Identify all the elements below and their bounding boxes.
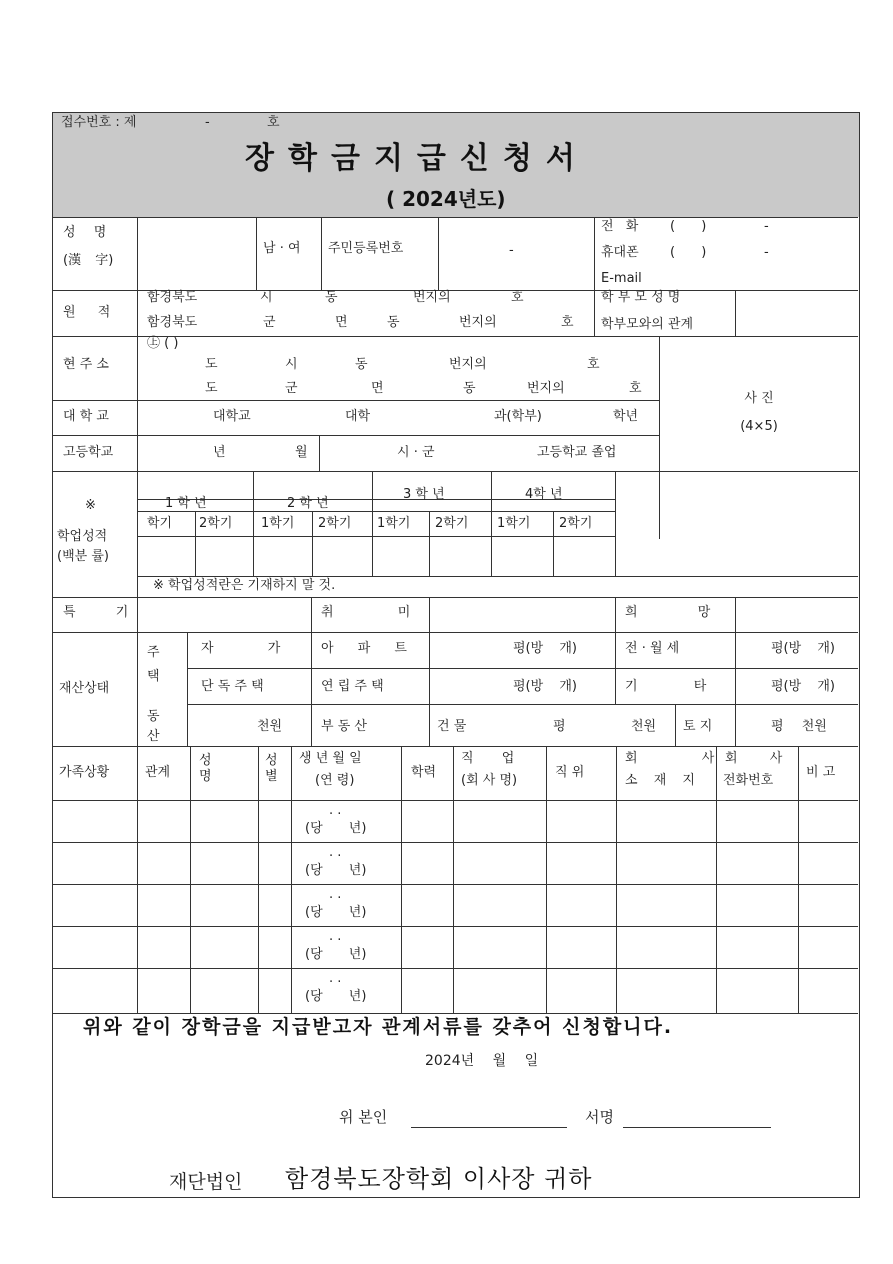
family-header-remarks: 비 고 — [806, 765, 836, 780]
address-ho: 호 — [587, 357, 600, 372]
resident-id-dash: - — [509, 243, 514, 258]
hs-city: 시 · 군 — [397, 445, 435, 460]
resident-id-label: 주민등록번호 — [328, 241, 404, 256]
address-gun: 군 — [285, 381, 298, 396]
family-row-3-age: (당 년) — [305, 905, 367, 920]
house-label: 주 택 — [147, 645, 160, 684]
receipt-number-suffix: 호 — [267, 115, 280, 130]
family-row-2-dots: . . — [329, 845, 342, 860]
origin-myeon: 면 — [335, 315, 348, 330]
real-estate-label: 부 동 산 — [321, 719, 367, 734]
form-title: 장학금지급신청서 — [245, 141, 589, 176]
phone-label: 전 화 — [601, 219, 639, 234]
origin-ho-2: 호 — [561, 315, 574, 330]
family-header-education: 학력 — [411, 765, 437, 780]
address-do-2: 도 — [205, 381, 218, 396]
semester-1-1: 학기 — [147, 516, 173, 531]
family-header-phone: 전화번호 — [723, 773, 774, 788]
family-header-company: (회 사 명) — [461, 773, 518, 788]
address-dong-2: 동 — [463, 381, 476, 396]
grade-year-4: 4학 년 — [525, 487, 563, 502]
family-label: 가족상황 — [59, 765, 110, 780]
family-header-occupation: 직 업 — [461, 751, 515, 766]
phone-dash: - — [764, 219, 769, 234]
university-name: 대학교 — [213, 409, 251, 424]
origin-city: 시 — [260, 290, 273, 305]
hope-label: 희 망 — [625, 605, 711, 620]
family-row-4-age: (당 년) — [305, 947, 367, 962]
family-header-location: 소 재 지 — [625, 773, 695, 788]
grade-year: 학년 — [613, 409, 639, 424]
signature-line[interactable] — [623, 1127, 771, 1128]
family-header-gender: 성 별 — [265, 753, 278, 784]
receipt-number-label: 접수번호 : 제 — [61, 115, 137, 130]
family-header-birthdate: 생 년 월 일 — [299, 751, 362, 766]
address-label: 현 주 소 — [63, 357, 109, 372]
family-row-1-age: (당 년) — [305, 821, 367, 836]
family-header-position: 직 위 — [555, 765, 585, 780]
land-pyeong-won: 평 천원 — [771, 719, 827, 734]
family-header-name: 성 명 — [199, 753, 212, 784]
hs-year: 년 — [213, 445, 226, 460]
parent-relation-label: 학부모와의 관계 — [601, 317, 694, 332]
apartment-label: 아 파 트 — [321, 641, 407, 656]
land-label: 토 지 — [683, 719, 713, 734]
family-header-relation: 관계 — [145, 765, 171, 780]
building-pyeong: 평 — [553, 719, 566, 734]
address-dong: 동 — [355, 357, 368, 372]
address-lot-2: 번지의 — [527, 381, 565, 396]
application-date: 2024년 월 일 — [425, 1053, 539, 1069]
scholarship-application-form — [52, 112, 860, 1198]
origin-province: 함경북도 — [147, 290, 198, 305]
semester-4-2: 2학기 — [559, 516, 593, 531]
gender-select[interactable]: 남 · 여 — [263, 241, 301, 256]
rent-area: 평(방 개) — [771, 641, 835, 656]
address-myeon: 면 — [371, 381, 384, 396]
grades-percentile-label: (백분 률) — [57, 549, 109, 564]
origin-lot: 번지의 — [413, 290, 451, 305]
building-label: 건 물 — [437, 719, 467, 734]
building-won: 천원 — [631, 719, 657, 734]
other-area: 평(방 개) — [771, 679, 835, 694]
signature-label: 서명 — [585, 1108, 614, 1126]
university-label: 대 학 교 — [63, 409, 109, 424]
family-row-5-age: (당 년) — [305, 989, 367, 1004]
origin-dong-2: 동 — [387, 315, 400, 330]
family-row-5-dots: . . — [329, 971, 342, 986]
email-label: E-mail — [601, 271, 642, 286]
family-header-age: (연 령) — [315, 773, 355, 788]
semester-2-2: 2학기 — [318, 516, 352, 531]
college-name: 대학 — [345, 409, 371, 424]
apartment-area: 평(방 개) — [513, 641, 577, 656]
mobile-label: 휴대폰 — [601, 245, 639, 260]
form-year: ( 2024년도) — [386, 187, 506, 211]
family-row-3-dots: . . — [329, 887, 342, 902]
other-label: 기 타 — [625, 679, 707, 694]
semester-1-2: 2학기 — [199, 516, 233, 531]
origin-label: 원 적 — [63, 305, 111, 320]
origin-dong: 동 — [325, 290, 338, 305]
applicant-label: 위 본인 — [339, 1108, 388, 1126]
address-do: 도 — [205, 357, 218, 372]
grades-label: 학업성적 — [57, 529, 108, 544]
recipient: 함경북도장학회 이사장 귀하 — [285, 1165, 593, 1193]
row-house-label: 연 립 주 택 — [321, 679, 384, 694]
name-label: 성 명 — [63, 225, 107, 240]
applicant-line[interactable] — [411, 1127, 567, 1128]
family-row-4-dots: . . — [329, 929, 342, 944]
hobby-label: 취 미 — [321, 605, 411, 620]
movable-label: 동 산 — [147, 709, 160, 744]
grade-year-3: 3 학 년 — [403, 487, 445, 502]
grades-mark: ※ — [85, 498, 96, 513]
origin-province-2: 함경북도 — [147, 315, 198, 330]
family-header-company-3: 회 사 — [725, 751, 783, 766]
row-house-area: 평(방 개) — [513, 679, 577, 694]
semester-3-2: 2학기 — [435, 516, 469, 531]
rent-label: 전 · 월 세 — [625, 641, 680, 656]
family-header-company-2: 회 사 — [625, 751, 715, 766]
property-label: 재산상태 — [59, 681, 110, 696]
hanja-label: (漢 字) — [63, 253, 114, 268]
high-school-label: 고등학교 — [63, 445, 114, 460]
family-row-1-dots: . . — [329, 803, 342, 818]
hs-graduation: 고등학교 졸업 — [537, 445, 617, 460]
mobile-area-code[interactable]: ( ) — [670, 245, 707, 260]
application-statement: 위와 같이 장학금을 지급받고자 관계서류를 갖추어 신청합니다. — [83, 1016, 674, 1038]
family-row-2-age: (당 년) — [305, 863, 367, 878]
address-lot: 번지의 — [449, 357, 487, 372]
phone-area-code[interactable]: ( ) — [670, 219, 707, 234]
semester-2-1: 1학기 — [261, 516, 295, 531]
postal-code[interactable]: ㊤ ( ) — [147, 336, 179, 351]
origin-county: 군 — [263, 315, 276, 330]
semester-3-1: 1학기 — [377, 516, 411, 531]
talent-label: 특 기 — [63, 605, 129, 620]
photo-size: (4×5) — [740, 419, 778, 434]
hs-month: 월 — [295, 445, 308, 460]
movable-won: 천원 — [257, 719, 283, 734]
grades-note: ※ 학업성적란은 기재하지 말 것. — [153, 578, 336, 593]
mobile-dash: - — [764, 245, 769, 260]
grade-year-2: 2 학 년 — [287, 496, 329, 511]
photo-label: 사 진 — [744, 391, 774, 406]
origin-ho: 호 — [511, 290, 524, 305]
origin-lot-2: 번지의 — [459, 315, 497, 330]
receipt-number-dash: - — [205, 115, 210, 130]
address-ho-2: 호 — [629, 381, 642, 396]
address-si: 시 — [285, 357, 298, 372]
own-house-label: 자 가 — [201, 641, 281, 656]
detached-house-label: 단 독 주 택 — [201, 679, 264, 694]
department-name: 과(학부) — [494, 409, 542, 424]
parent-name-label: 학 부 모 성 명 — [601, 290, 681, 305]
semester-4-1: 1학기 — [497, 516, 531, 531]
recipient-prefix: 재단법인 — [169, 1171, 243, 1193]
grade-year-1: 1 학 년 — [165, 496, 207, 511]
